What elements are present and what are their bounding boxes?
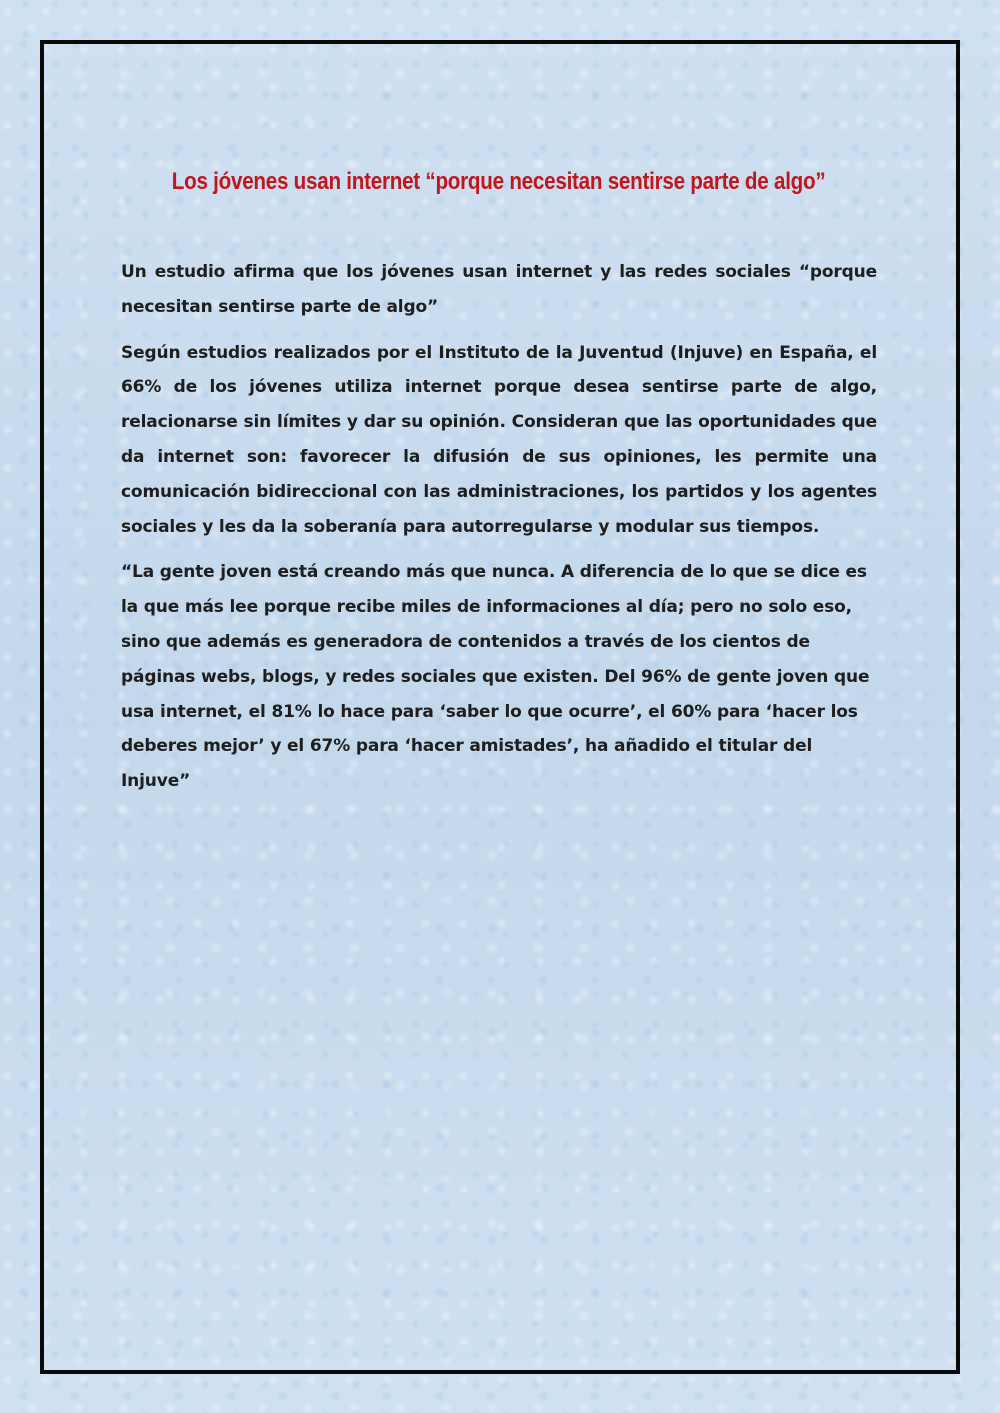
- intro-paragraph: Un estudio afirma que los jóvenes usan internet y las redes sociales “porque necesitan sentirse parte de algo”: [121, 262, 877, 317]
- document-title: Los jóvenes usan internet “porque necesitan sentirse parte de algo”: [171, 168, 826, 195]
- study-paragraph: Según estudios realizados por el Instituto de la Juventud (Injuve) en España, el 66% de los jóvenes utiliza internet porque desea sentirse parte de algo, relacionarse sin límites y dar su opinión. Consideran que las oportunidades que da internet son: favorecer la difusión de sus opiniones, les permite una comunicación bidireccional con las administraciones, los partidos y los agentes sociales y les da la soberanía para autorregularse y modular sus tiempos.: [121, 342, 877, 537]
- quote-paragraph: “La gente joven está creando más que nunca. A diferencia de lo que se dice es la que más lee porque recibe miles de informaciones al día; pero no solo eso, sino que además es generadora de contenidos a través de los cientos de páginas webs, blogs, y redes sociales que existen. Del 96% de gente joven que usa internet, el 81% lo hace para ‘saber lo que ocurre’, el 60% para ‘hacer los deberes mejor’ y el 67% para ‘hacer amistades’, ha añadido el titular del Injuve”: [121, 562, 870, 792]
- article-body: [121, 255, 877, 810]
